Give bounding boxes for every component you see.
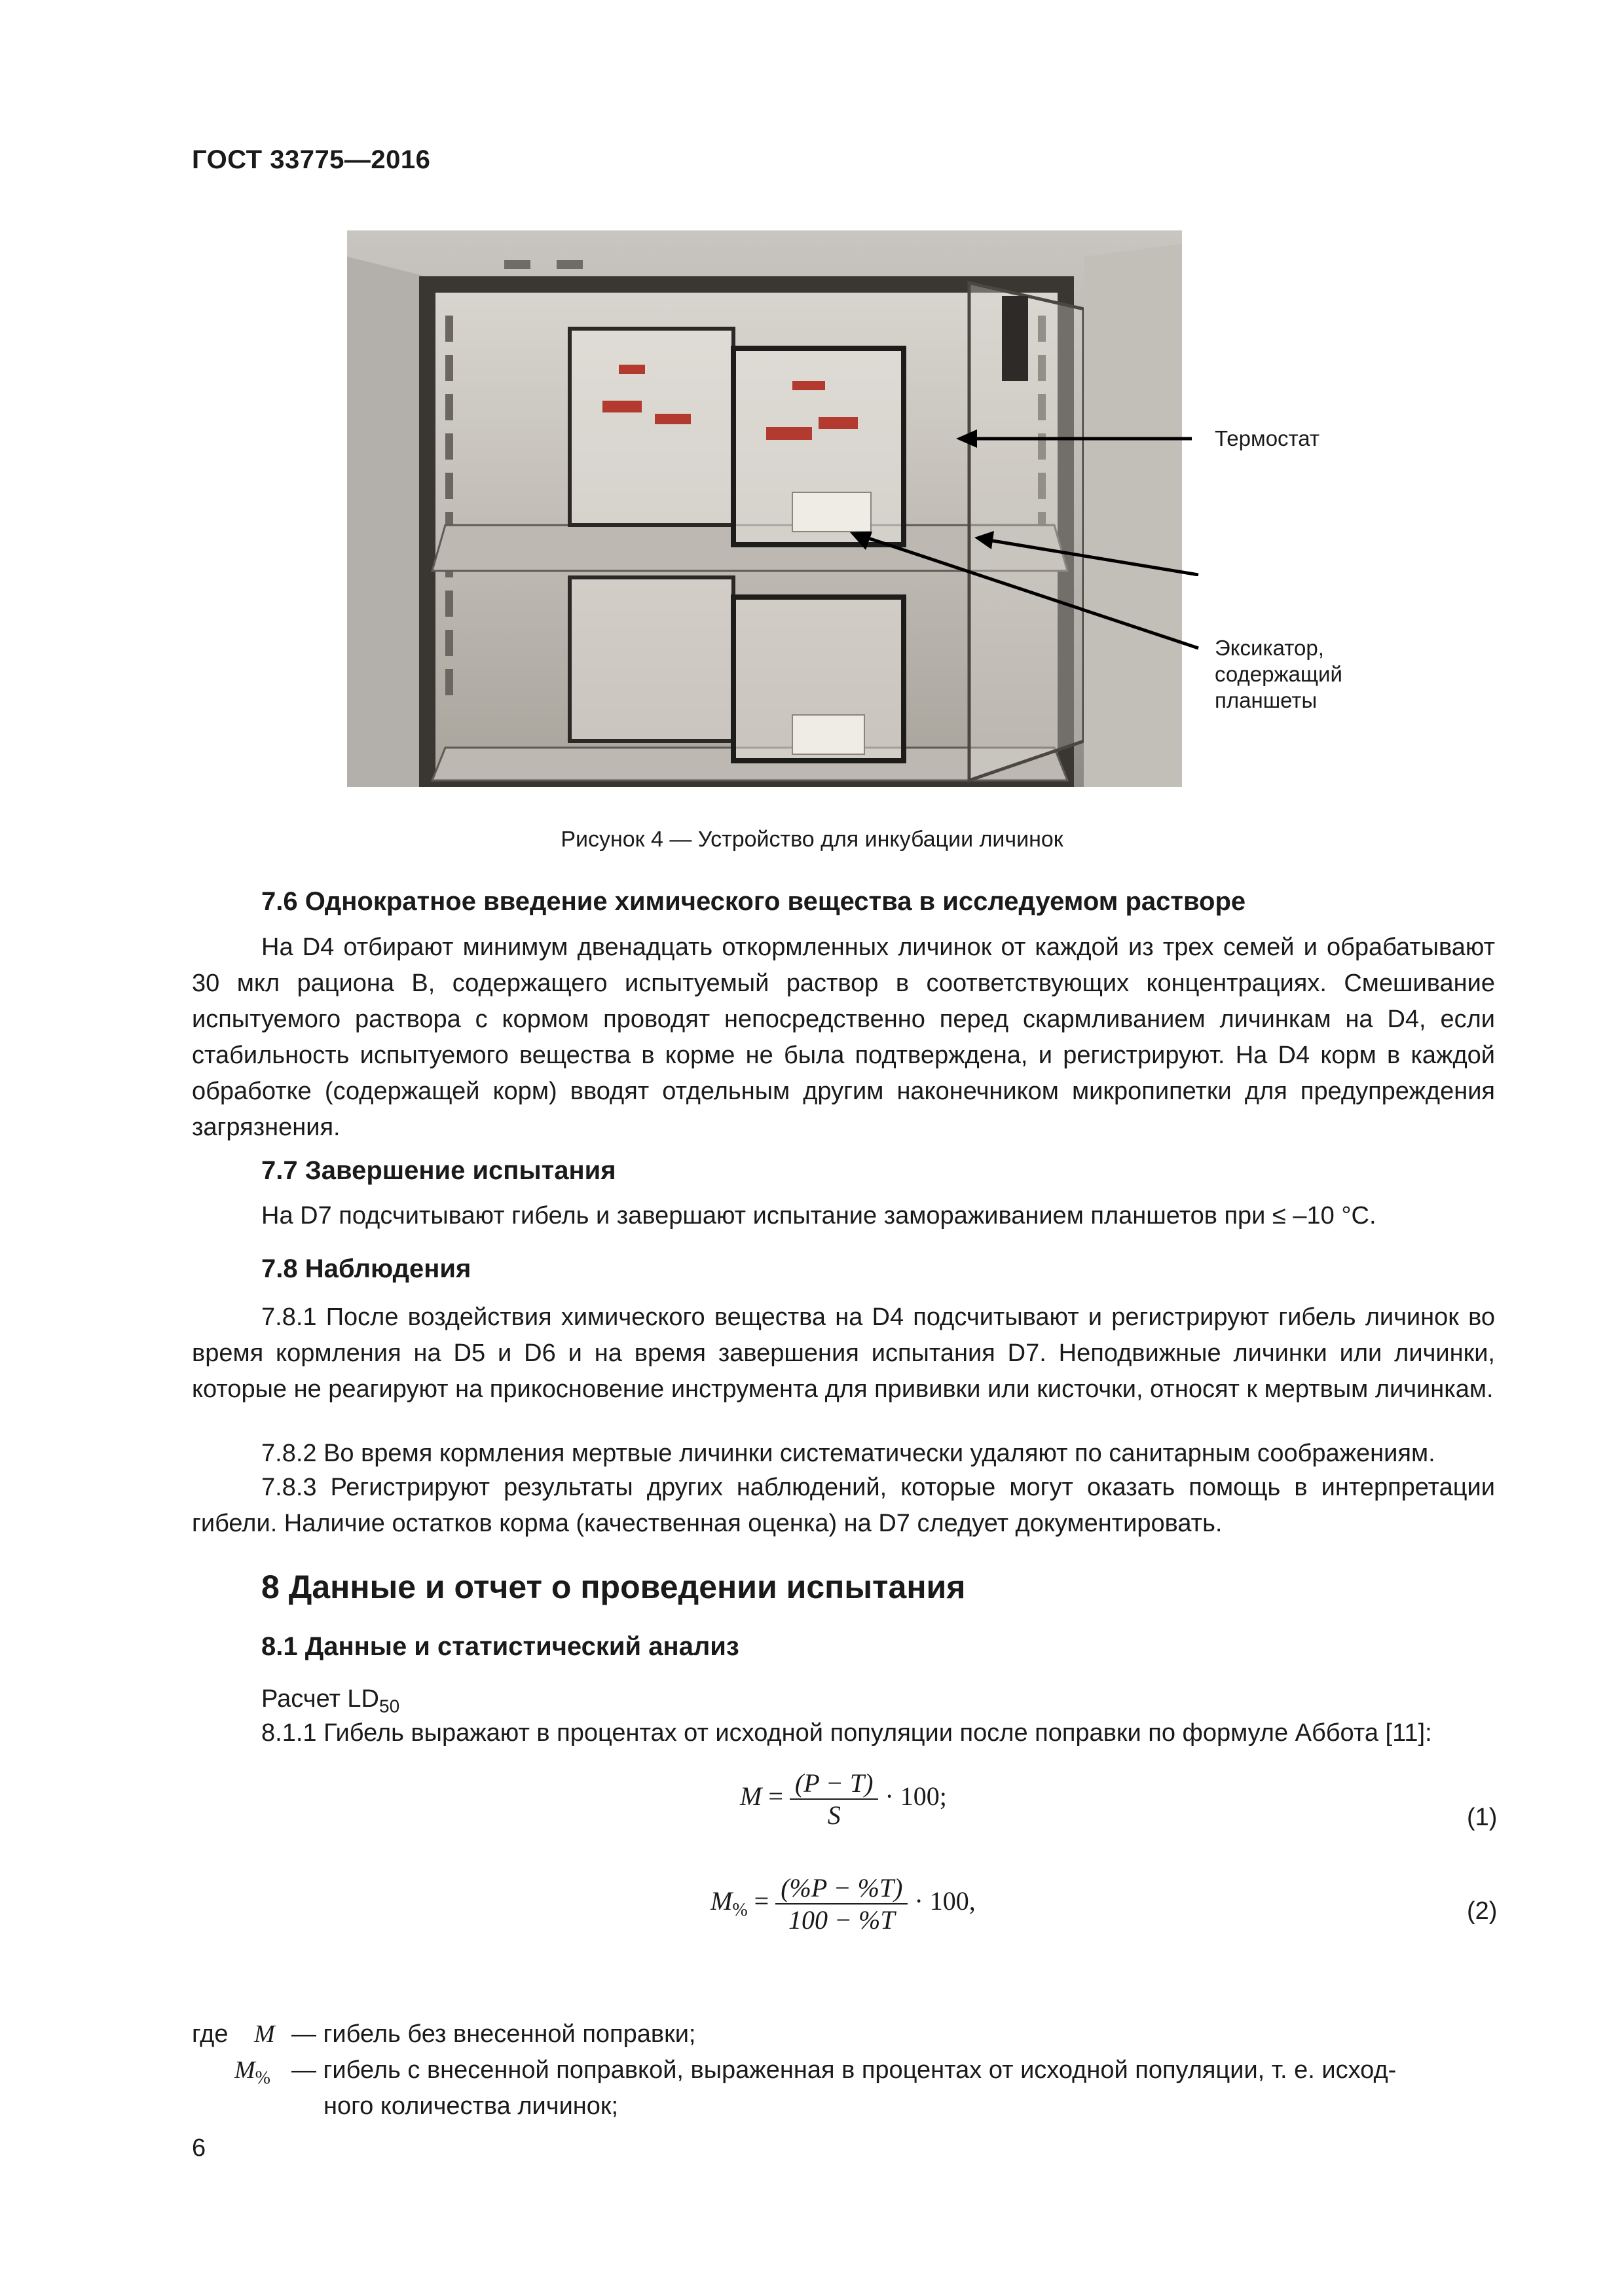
formula-2-eq: =: [754, 1886, 769, 1916]
section-7-6-text: На D4 отбирают минимум двенадцать откормленных личинок от каждой из трех семей и обрабатывают 30 мкл рациона В, содержащего испытуемый раствор в соответствующих концентрациях. Смешивание испытуемого раствора с кормом проводят непосредственно перед скармливанием личинкам на D4, если стабильность испытуемого вещества в корме не была подтверждена, и регистрируют. На D4 корм в каждой обработке (содержащей корм) вводят отдельным другим наконечником микропипетки для предупреждения загрязнения.: [192, 934, 1495, 1141]
callout-thermostat: Термостат: [1215, 426, 1320, 450]
where-row1-symbol: M: [254, 2020, 275, 2048]
formula-2-lhs: M: [710, 1886, 733, 1916]
callout-desiccator: [1215, 635, 1342, 714]
formula-2-denominator: 100 − %T: [788, 1905, 895, 1935]
section-8-1-heading: 8.1 Данные и статистический анализ: [261, 1632, 739, 1661]
where-row2-symbol-sub: %: [255, 2068, 270, 2088]
section-7-6-heading: 7.6 Однократное введение химического вещества в исследуемом растворе: [261, 887, 1246, 916]
where-row1-text: — гибель без внесенной поправки;: [291, 2020, 696, 2048]
formula-1-lhs: M: [740, 1781, 762, 1812]
callout-desiccator-line2: содержащий: [1215, 662, 1342, 686]
formula-2-fraction: [775, 1872, 908, 1935]
section-8-1-1-text: 8.1.1 Гибель выражают в процентах от исходной популяции после поправки по формуле Аббота [11]:: [261, 1719, 1432, 1747]
where-row2-symbol: [234, 2052, 270, 2096]
section-7-8-1-text: 7.8.1 После воздействия химического вещества на D4 подсчитывают и регистрируют гибель личинок во время кормления на D5 и D6 и на время завершения испытания D7. Неподвижные личинки или личинки, которые не реагируют на прикосновение инструмента для прививки или кисточки, относят к мертвым личинкам.: [192, 1303, 1495, 1403]
formula-2-tail: · 100,: [914, 1886, 976, 1916]
where-row2-continuation: ного количества личинок;: [323, 2092, 619, 2120]
formula-1-number: (1): [1467, 1804, 1498, 1831]
section-7-8-heading: 7.8 Наблюдения: [261, 1254, 471, 1283]
ld50-subscript: 50: [379, 1696, 400, 1717]
section-7-7-heading: 7.7 Завершение испытания: [261, 1156, 616, 1185]
callout-desiccator-line1: Эксикатор,: [1215, 636, 1324, 660]
ld50-label-text: Расчет LD: [261, 1685, 379, 1713]
section-8-heading: 8 Данные и отчет о проведении испытания: [261, 1569, 966, 1605]
formula-1-fraction: [790, 1768, 879, 1831]
formula-2-numerator: (%P − %T): [775, 1872, 908, 1904]
page-number: 6: [192, 2134, 206, 2162]
formula-1-tail: · 100;: [885, 1781, 947, 1812]
callout-desiccator-line3: планшеты: [1215, 688, 1318, 712]
formula-1-numerator: (P − T): [790, 1768, 879, 1800]
formula-1: [740, 1768, 947, 1831]
formula-2: [710, 1872, 976, 1935]
section-7-8-2-text: 7.8.2 Во время кормления мертвые личинки систематически удаляют по санитарным соображениям.: [261, 1440, 1435, 1467]
desiccator-arrow: [838, 524, 1205, 655]
section-7-7-text: На D7 подсчитывают гибель и завершают испытание замораживанием планшетов при ≤ –10 °С.: [261, 1202, 1376, 1230]
document-header: ГОСТ 33775—2016: [192, 145, 431, 174]
formula-1-eq: =: [768, 1781, 783, 1812]
formula-1-denominator: S: [827, 1800, 841, 1830]
section-7-8-3-text: 7.8.3 Регистрируют результаты других наблюдений, которые могут оказать помощь в интерпретации гибели. Наличие остатков корма (качественная оценка) на D7 следует документировать.: [192, 1474, 1495, 1537]
where-row2-text: — гибель с внесенной поправкой, выраженная в процентах от исходной популяции, т. е. исход-: [291, 2056, 1397, 2084]
where-word: где: [192, 2020, 229, 2048]
where-row2-symbol-letter: M: [234, 2056, 255, 2084]
formula-2-lhs-sub: %: [732, 1900, 748, 1921]
formula-2-number: (2): [1467, 1897, 1498, 1925]
figure-caption: Рисунок 4 — Устройство для инкубации личинок: [561, 827, 1063, 852]
